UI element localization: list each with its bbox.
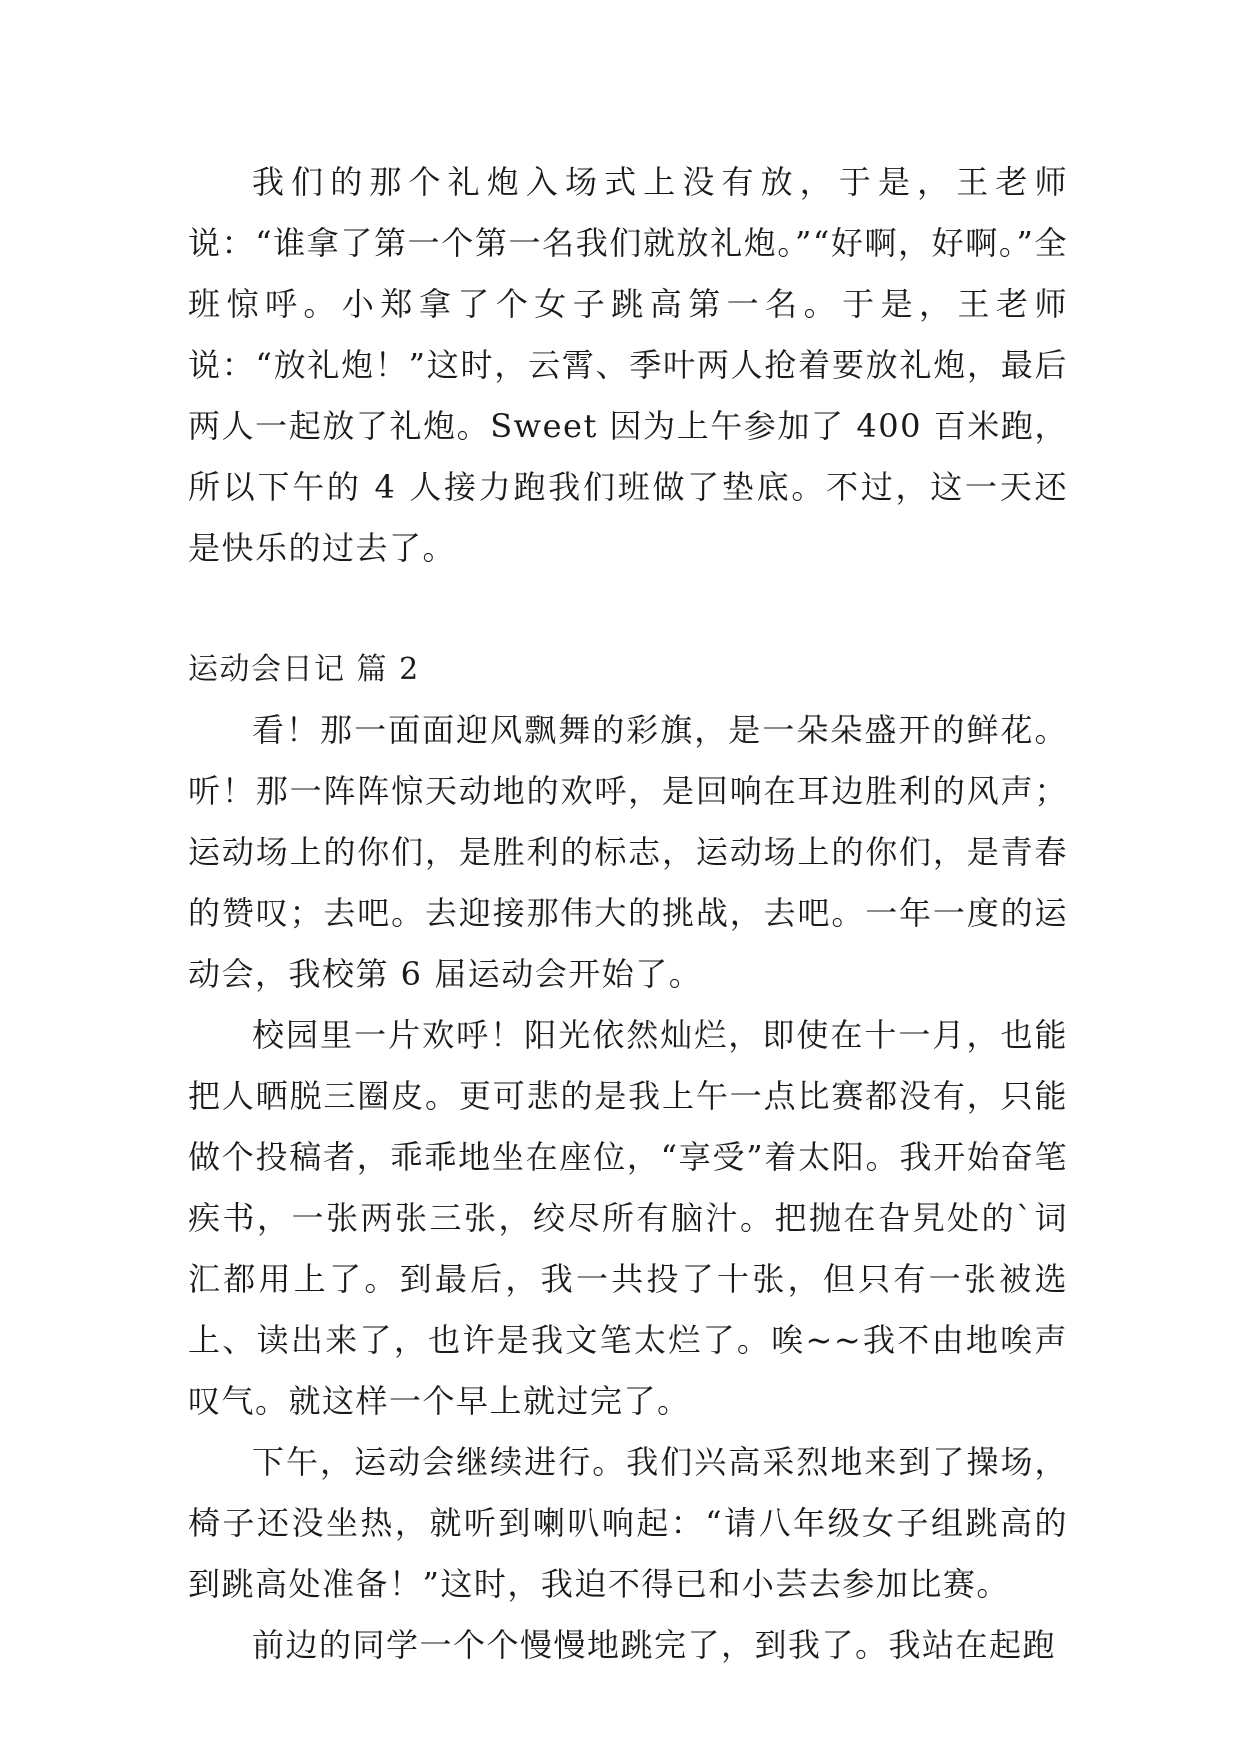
intro-paragraph: 我们的那个礼炮入场式上没有放，于是，王老师说：“谁拿了第一个第一名我们就放礼炮。”“好啊，好啊。”全班惊呼。小郑拿了个女子跳高第一名。于是，王老师说：“放礼炮！”这时，云霄、季叶两人抢着要放礼炮，最后两人一起放了礼炮。Sweet 因为上午参加了 400 百米跑，所以下午的 4 人接力跑我们班做了垫底。不过，这一天还是快乐的过去了。	[188, 163, 1068, 567]
section-title: 运动会日记 篇 2	[188, 652, 420, 687]
paragraph-2: 校园里一片欢呼！阳光依然灿烂，即使在十一月，也能把人晒脱三圈皮。更可悲的是我上午一点比赛都没有，只能做个投稿者，乖乖地坐在座位，“享受”着太阳。我开始奋笔疾书，一张两张三张，绞尽所有脑汁。把抛在旮旯处的`词汇都用上了。到最后，我一共投了十张，但只有一张被选上、读出来了，也许是我文笔太烂了。唉~~我不由地唉声叹气。就这样一个早上就过完了。	[188, 1016, 1068, 1420]
paragraph-4: 前边的同学一个个慢慢地跳完了，到我了。我站在起跑	[252, 1626, 1057, 1664]
paragraph-3: 下午，运动会继续进行。我们兴高采烈地来到了操场，椅子还没坐热，就听到喇叭响起：“请八年级女子组跳高的到跳高处准备！”这时，我迫不得已和小芸去参加比赛。	[188, 1443, 1068, 1603]
paragraph-1: 看！那一面面迎风飘舞的彩旗，是一朵朵盛开的鲜花。听！那一阵阵惊天动地的欢呼，是回响在耳边胜利的风声；运动场上的你们，是胜利的标志，运动场上的你们，是青春的赞叹；去吧。去迎接那伟大的挑战，去吧。一年一度的运动会，我校第 6 届运动会开始了。	[188, 711, 1068, 993]
document-body	[188, 152, 1068, 1676]
